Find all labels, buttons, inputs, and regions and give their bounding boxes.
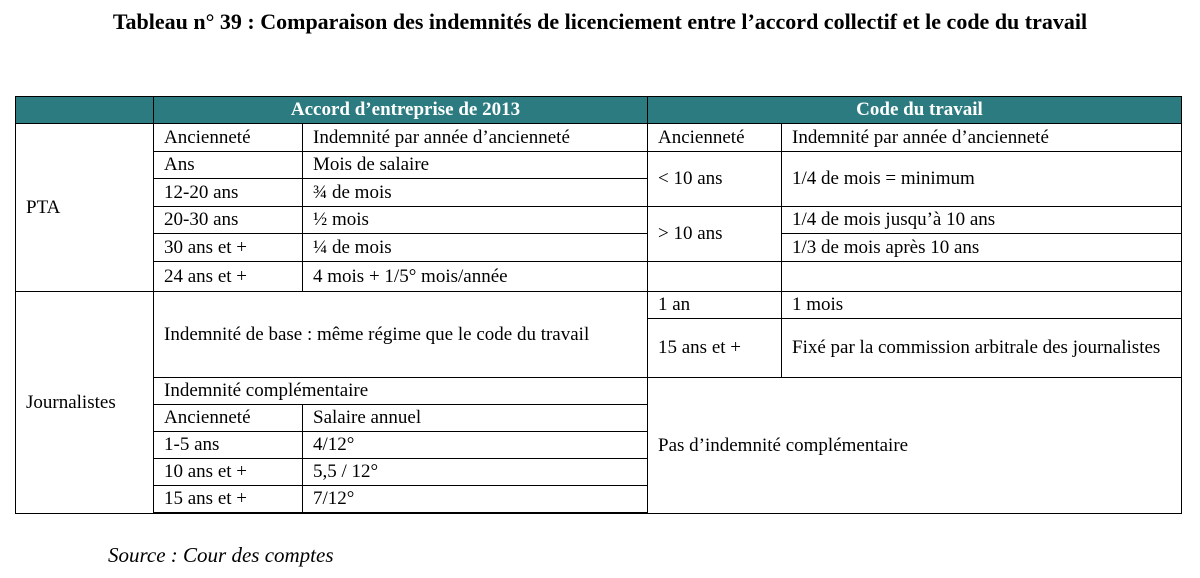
header-blank-cell bbox=[16, 97, 154, 124]
table-cell: 4/12° bbox=[303, 432, 648, 459]
col-header-cell: Ancienneté bbox=[154, 405, 303, 432]
table-row bbox=[16, 234, 1182, 262]
table-cell: 1/4 de mois = minimum bbox=[782, 152, 1182, 207]
header-row bbox=[16, 97, 1182, 124]
table-row bbox=[16, 152, 1182, 179]
col-header-cell: Ancienneté bbox=[648, 124, 782, 152]
empty-cell bbox=[154, 513, 303, 514]
comparison-table bbox=[15, 96, 1182, 514]
table-cell: 30 ans et + bbox=[154, 234, 303, 262]
journalistes-complementaire-cell: Indemnité complémentaire bbox=[154, 378, 648, 405]
table-cell: ¾ de mois bbox=[303, 179, 648, 207]
table-cell: 15 ans et + bbox=[648, 319, 782, 378]
table-row bbox=[16, 207, 1182, 234]
col-header-cell: Indemnité par année d’ancienneté bbox=[782, 124, 1182, 152]
table-cell: < 10 ans bbox=[648, 152, 782, 207]
col-header-cell: Salaire annuel bbox=[303, 405, 648, 432]
table-cell: 10 ans et + bbox=[154, 459, 303, 486]
table-cell: > 10 ans bbox=[648, 207, 782, 262]
empty-cell bbox=[648, 262, 782, 292]
table-cell: 20-30 ans bbox=[154, 207, 303, 234]
table-cell: 1/4 de mois jusqu’à 10 ans bbox=[782, 207, 1182, 234]
col-header-cell: Ancienneté bbox=[154, 124, 303, 152]
table-cell: 1-5 ans bbox=[154, 432, 303, 459]
source-note: Source : Cour des comptes bbox=[108, 543, 334, 567]
table-cell: 4 mois + 1/5° mois/année bbox=[303, 262, 648, 292]
table-cell: 24 ans et + bbox=[154, 262, 303, 292]
table-cell: 12-20 ans bbox=[154, 179, 303, 207]
header-accord: Accord d’entreprise de 2013 bbox=[154, 97, 648, 124]
journalistes-base-cell: Indemnité de base : même régime que le code du travail bbox=[154, 292, 648, 378]
table-row bbox=[16, 378, 1182, 405]
table-cell: 15 ans et + bbox=[154, 486, 303, 513]
table-cell: ½ mois bbox=[303, 207, 648, 234]
empty-cell bbox=[782, 262, 1182, 292]
table-title: Tableau n° 39 : Comparaison des indemnités de licenciement entre l’accord collectif et le code du travail bbox=[112, 9, 1088, 34]
table-cell: ¼ de mois bbox=[303, 234, 648, 262]
table-cell: 7/12° bbox=[303, 486, 648, 513]
table-cell: Mois de salaire bbox=[303, 152, 648, 179]
table-cell: Fixé par la commission arbitrale des journalistes bbox=[782, 319, 1182, 378]
table-cell: 5,5 / 12° bbox=[303, 459, 648, 486]
category-journalistes: Journalistes bbox=[16, 292, 154, 514]
table-cell: 1 mois bbox=[782, 292, 1182, 319]
table-row bbox=[16, 262, 1182, 292]
table-cell: 1/3 de mois après 10 ans bbox=[782, 234, 1182, 262]
table-row bbox=[16, 124, 1182, 152]
col-header-cell: Indemnité par année d’ancienneté bbox=[303, 124, 648, 152]
header-code: Code du travail bbox=[648, 97, 1182, 124]
code-complementaire-cell: Pas d’indemnité complémentaire bbox=[648, 378, 1182, 514]
table-row bbox=[16, 292, 1182, 319]
category-pta: PTA bbox=[16, 124, 154, 292]
table-cell: Ans bbox=[154, 152, 303, 179]
empty-cell bbox=[303, 513, 648, 514]
table-cell: 1 an bbox=[648, 292, 782, 319]
